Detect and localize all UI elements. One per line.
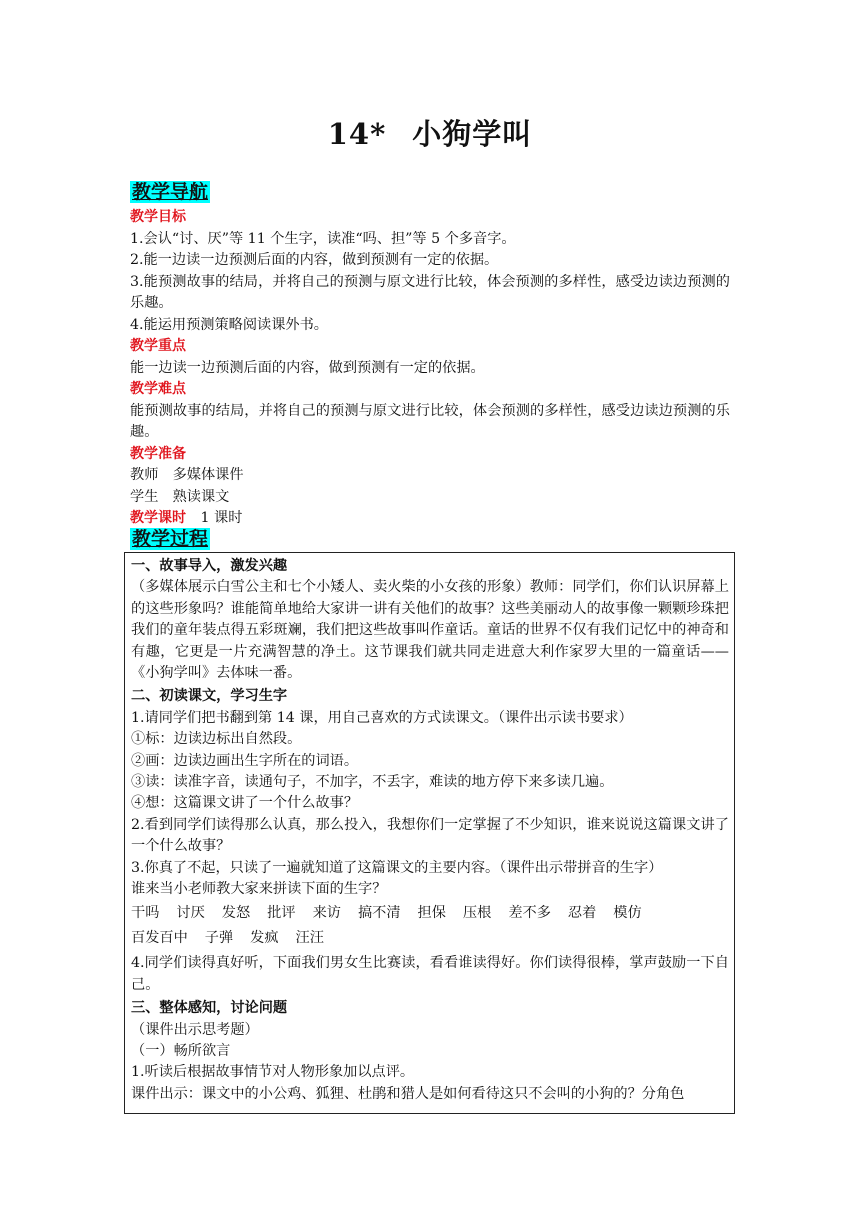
difficulty-text: 能预测故事的结局，并将自己的预测与原文进行比较，体会预测的多样性，感受边读边预测的乐趣。 (130, 402, 730, 440)
section-title: 三、整体感知，讨论问题 (131, 1000, 288, 1017)
vocab-word: 差不多 (508, 904, 551, 921)
step-line: （课件出示思考题） (131, 1021, 259, 1038)
hours-value: 1 课时 (200, 510, 243, 526)
key-point-label: 教学重点 (130, 338, 186, 354)
step-line: ④想：这篇课文讲了一个什么故事？ (131, 795, 359, 812)
vocab-word: 批评 (267, 904, 296, 921)
goal-item: 2.能一边读一边预测后面的内容，做到预测有一定的依据。 (130, 252, 499, 268)
navigation-section (130, 207, 730, 530)
vocab-word: 搞不清 (357, 904, 401, 921)
prep-student: 学生 熟读课文 (130, 488, 230, 505)
process-content (131, 556, 729, 1105)
vocab-word: 百发百中 (131, 929, 188, 946)
vocab-word: 子弹 (204, 929, 234, 946)
process-heading: 教学过程 (132, 528, 209, 550)
vocab-word: 模仿 (613, 904, 642, 921)
vocab-word: 干吗 (131, 904, 160, 921)
vocab-word: 发疯 (250, 929, 279, 946)
step-line: ①标：边读边标出自然段。 (131, 731, 302, 748)
vocab-word: 讨厌 (176, 904, 205, 921)
prep-teacher: 教师 多媒体课件 (130, 467, 244, 483)
step-line: 课件出示：课文中的小公鸡、狐狸、杜鹃和猎人是如何看待这只不会叫的小狗的？分角色 (131, 1085, 685, 1102)
vocab-word: 发怒 (221, 904, 251, 921)
step-line: （一）畅所欲言 (131, 1042, 231, 1059)
goals-label: 教学目标 (130, 209, 186, 225)
section-paragraph: 2.看到同学们读得那么认真，那么投入，我想你们一定掌握了不少知识，谁来说说这篇课文讲了一个什么故事？ (131, 816, 729, 855)
goal-item: 4.能运用预测策略阅读课外书。 (130, 316, 328, 333)
prep-label: 教学准备 (130, 445, 186, 462)
goal-item: 3.能预测故事的结局，并将自己的预测与原文进行比较，体会预测的多样性，感受边读边预测的乐趣。 (130, 273, 730, 311)
section-paragraph: 4.同学们读得真好听，下面我们男女生比赛读，看看谁读得好。你们读得很棒，掌声鼓励一下自己。 (131, 955, 729, 993)
vocab-row (131, 928, 729, 949)
lesson-title: 小狗学叫 (412, 117, 533, 151)
goal-item: 1.会认“讨、厌”等 11 个生字，读准“吗、担”等 5 个多音字。 (130, 230, 516, 247)
step-line: ②画：边读边画出生字所在的词语。 (131, 752, 359, 769)
step-line: 1.请同学们把书翻到第 14 课，用自己喜欢的方式读课文。（课件出示读书要求） (131, 709, 633, 726)
step-line: 1.听读后根据故事情节对人物形象加以点评。 (131, 1064, 415, 1081)
difficulty-label: 教学难点 (130, 381, 186, 397)
key-point-text: 能一边读一边预测后面的内容，做到预测有一定的依据。 (130, 359, 485, 376)
vocab-word: 汪汪 (295, 929, 324, 946)
hours-label: 教学课时 (130, 510, 186, 526)
hours-row (130, 508, 730, 530)
vocab-word: 担保 (417, 904, 446, 921)
lesson-number: 14* (327, 117, 387, 151)
section-title: 一、故事导入，激发兴趣 (131, 558, 288, 574)
step-line: 3.你真了不起，只读了一遍就知道了这篇课文的主要内容。（课件出示带拼音的生字） (131, 859, 663, 876)
process-table (124, 552, 735, 1114)
step-line: ③读：读准字音，读通句子，不加字，不丢字，难读的地方停下来多读几遍。 (131, 774, 614, 791)
section-title: 二、初读课文，学习生字 (131, 688, 288, 705)
step-line: 谁来当小老师教大家来拼读下面的生字？ (131, 881, 387, 898)
page-title (0, 112, 860, 153)
section-paragraph: （多媒体展示白雪公主和七个小矮人、卖火柴的小女孩的形象）教师：同学们，你们认识屏幕上的这些形象吗？谁能简单地给大家讲一讲有关他们的故事？这些美丽动人的故事像一颗颗珍珠把我们的童年装点得五彩斑斓，我们把这些故事叫作童话。童话的世界不仅有我们记忆中的神奇和有趣，它更是一片充满智慧的净土。这节课我们就共同走进意大利作家罗大里的一篇童话——《小狗学叫》去体味一番。 (131, 579, 729, 682)
vocab-word: 来访 (312, 904, 341, 921)
nav-heading: 教学导航 (132, 181, 209, 203)
vocab-word: 忍着 (567, 904, 597, 921)
vocab-word: 压根 (462, 904, 492, 921)
vocab-row (131, 903, 729, 924)
